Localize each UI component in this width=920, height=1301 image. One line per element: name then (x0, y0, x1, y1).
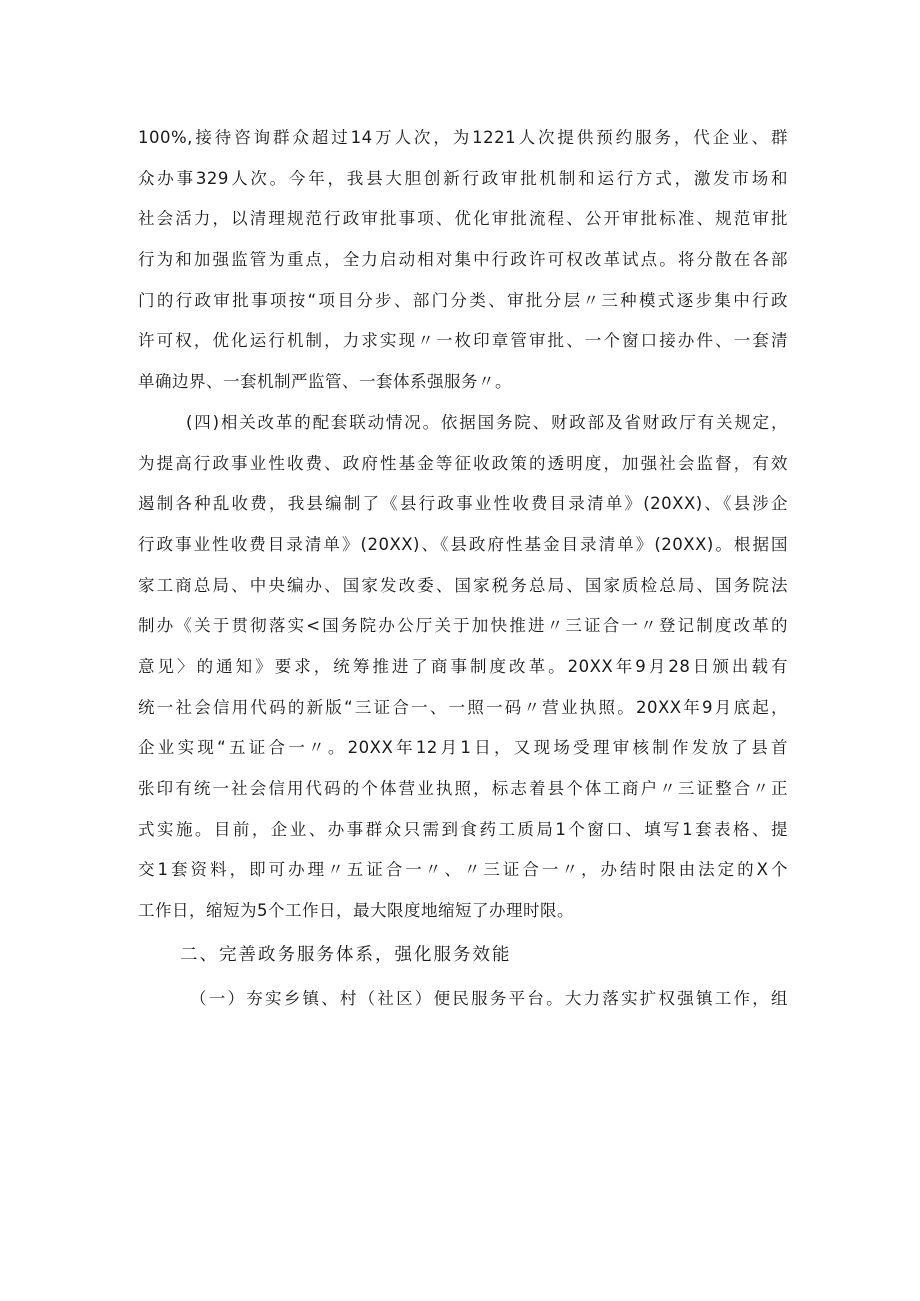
text-line: 单确边界、一套机制严监管、一套体系强服务〃。 (138, 372, 512, 392)
text-line: 社会活力，以清理规范行政审批事项、优化审批流程、公开审批标准、规范审批 (138, 209, 788, 229)
document-body (138, 118, 788, 1019)
paragraph-service-stats (138, 118, 788, 403)
text-line: 行为和加强监管为重点，全力启动相对集中行政许可权改革试点。将分散在各部 (138, 250, 788, 270)
text-line: 意见〉的通知》要求，统筹推进了商事制度改革。20XX年9月28日颁出载有 (138, 656, 788, 676)
text-line: 统一社会信用代码的新版“三证合一、一照一码〃营业执照。20XX年9月底起， (138, 697, 788, 717)
paragraph-related-reforms (138, 403, 788, 932)
section-heading (138, 932, 788, 979)
text-line: 遏制各种乱收费，我县编制了《县行政事业性收费目录清单》(20XX)、《县涉企 (138, 494, 788, 514)
text-line: 制办《关于贯彻落实<国务院办公厅关于加快推进〃三证合一〃登记制度改革的 (138, 616, 788, 636)
text-line: 为提高行政事业性收费、政府性基金等征收政策的透明度，加强社会监督，有效 (138, 453, 788, 473)
text-line: (四)相关改革的配套联动情况。依据国务院、财政部及省财政厅有关规定， (186, 412, 788, 432)
text-line: 企业实现“五证合一〃。20XX年12月1日，又现场受理审核制作发放了县首 (138, 738, 788, 758)
text-line: （一）夯实乡镇、村（社区）便民服务平台。大力落实扩权强镇工作，组 (190, 988, 788, 1008)
text-line: 家工商总局、中央编办、国家发改委、国家税务总局、国家质检总局、国务院法 (138, 575, 788, 595)
text-line: 行政事业性收费目录清单》(20XX)、《县政府性基金目录清单》(20XX)。根据国 (138, 534, 788, 554)
text-line: 众办事329人次。今年，我县大胆创新行政审批机制和运行方式，激发市场和 (138, 168, 788, 188)
text-line: 100%,接待咨询群众超过14万人次，为1221人次提供预约服务，代企业、群 (138, 128, 788, 147)
text-line: 交1套资料，即可办理〃五证合一〃、〃三证合一〃，办结时限由法定的X个 (138, 860, 788, 880)
text-line: 门的行政审批事项按“项目分步、部门分类、审批分层〃三种模式逐步集中行政 (138, 290, 788, 310)
text-line: 张印有统一社会信用代码的个体营业执照，标志着县个体工商户〃三证整合〃正 (138, 779, 788, 798)
text-line: 工作日，缩短为5个工作日，最大限度地缩短了办理时限。 (138, 901, 574, 921)
text-line: 许可权，优化运行机制，力求实现〃一枚印章管审批、一个窗口接办件、一套清 (138, 331, 788, 351)
section-heading-text: 二、完善政务服务体系，强化服务效能 (180, 944, 512, 965)
paragraph-service-platform (138, 979, 788, 1020)
text-line: 式实施。目前，企业、办事群众只需到食药工质局1个窗口、填写1套表格、提 (138, 819, 788, 839)
